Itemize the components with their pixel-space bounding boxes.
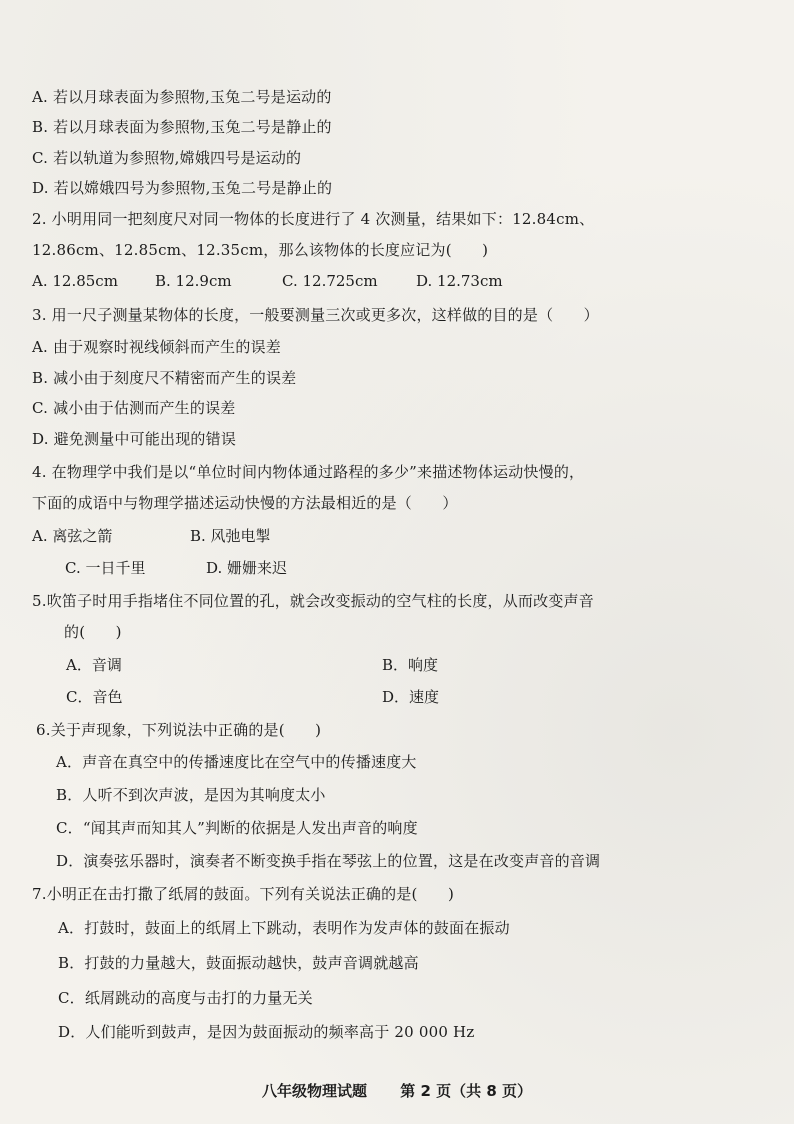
q7-option-c: C．纸屑跳动的高度与击打的力量无关	[58, 989, 313, 1007]
q4-stem-line2: 下面的成语中与物理学描述运动快慢的方法最相近的是（ ）	[32, 494, 458, 512]
q2-option-b: B. 12.9cm	[155, 272, 232, 290]
q7-option-d: D．人们能听到鼓声，是因为鼓面振动的频率高于 20 000 Hz	[58, 1023, 475, 1041]
q1-option-a: A. 若以月球表面为参照物,玉兔二号是运动的	[32, 88, 332, 106]
q5-option-a: A．音调	[66, 656, 122, 674]
q5-stem-line2: 的( )	[64, 623, 122, 641]
q5-option-d: D．速度	[382, 688, 440, 706]
q2-option-c: C. 12.725cm	[282, 272, 378, 290]
q6-stem: 6.关于声现象，下列说法中正确的是( )	[36, 721, 322, 739]
q1-option-c: C. 若以轨道为参照物,嫦娥四号是运动的	[32, 149, 302, 167]
footer-page-number: 第 2 页（共 8 页）	[400, 1082, 532, 1100]
q4-option-c: C. 一日千里	[65, 559, 146, 577]
q5-stem-line1: 5.吹笛子时用手指堵住不同位置的孔，就会改变振动的空气柱的长度，从而改变声音	[32, 592, 594, 610]
q3-option-b: B. 减小由于刻度尺不精密而产生的误差	[32, 369, 297, 387]
q6-option-b: B．人听不到次声波，是因为其响度太小	[56, 786, 326, 804]
q2-stem-line1: 2. 小明用同一把刻度尺对同一物体的长度进行了 4 次测量，结果如下：12.84cm、	[32, 210, 595, 228]
q7-stem: 7.小明正在击打撒了纸屑的鼓面。下列有关说法正确的是( )	[32, 885, 455, 903]
q7-option-b: B．打鼓的力量越大，鼓面振动越快，鼓声音调就越高	[58, 954, 419, 972]
q4-option-d: D. 姗姗来迟	[206, 559, 288, 577]
q1-option-d: D. 若以嫦娥四号为参照物,玉兔二号是静止的	[32, 179, 333, 197]
q6-option-d: D．演奏弦乐器时，演奏者不断变换手指在琴弦上的位置，这是在改变声音的音调	[56, 852, 601, 870]
page-footer	[0, 1080, 794, 1101]
q3-stem: 3. 用一尺子测量某物体的长度，一般要测量三次或更多次，这样做的目的是（ ）	[32, 306, 599, 324]
q4-option-b: B. 风弛电掣	[190, 527, 271, 545]
footer-subject: 八年级物理试题	[261, 1082, 367, 1100]
q1-option-b: B. 若以月球表面为参照物,玉兔二号是静止的	[32, 118, 332, 136]
q5-option-c: C．音色	[66, 688, 123, 706]
q2-stem-line2: 12.86cm、12.85cm、12.35cm，那么该物体的长度应记为( )	[32, 241, 489, 259]
q2-option-a: A. 12.85cm	[32, 272, 118, 290]
q5-option-b: B．响度	[382, 656, 439, 674]
q3-option-a: A. 由于观察时视线倾斜而产生的误差	[32, 338, 281, 356]
q4-stem-line1: 4. 在物理学中我们是以“单位时间内物体通过路程的多少”来描述物体运动快慢的，	[32, 463, 585, 481]
q7-option-a: A．打鼓时，鼓面上的纸屑上下跳动，表明作为发声体的鼓面在振动	[58, 919, 510, 937]
q3-option-c: C. 减小由于估测而产生的误差	[32, 399, 236, 417]
q6-option-c: C．“闻其声而知其人”判断的依据是人发出声音的响度	[56, 819, 418, 837]
q3-option-d: D. 避免测量中可能出现的错误	[32, 430, 237, 448]
q6-option-a: A．声音在真空中的传播速度比在空气中的传播速度大	[56, 753, 417, 771]
q2-option-d: D. 12.73cm	[416, 272, 503, 290]
q4-option-a: A. 离弦之箭	[32, 527, 113, 545]
